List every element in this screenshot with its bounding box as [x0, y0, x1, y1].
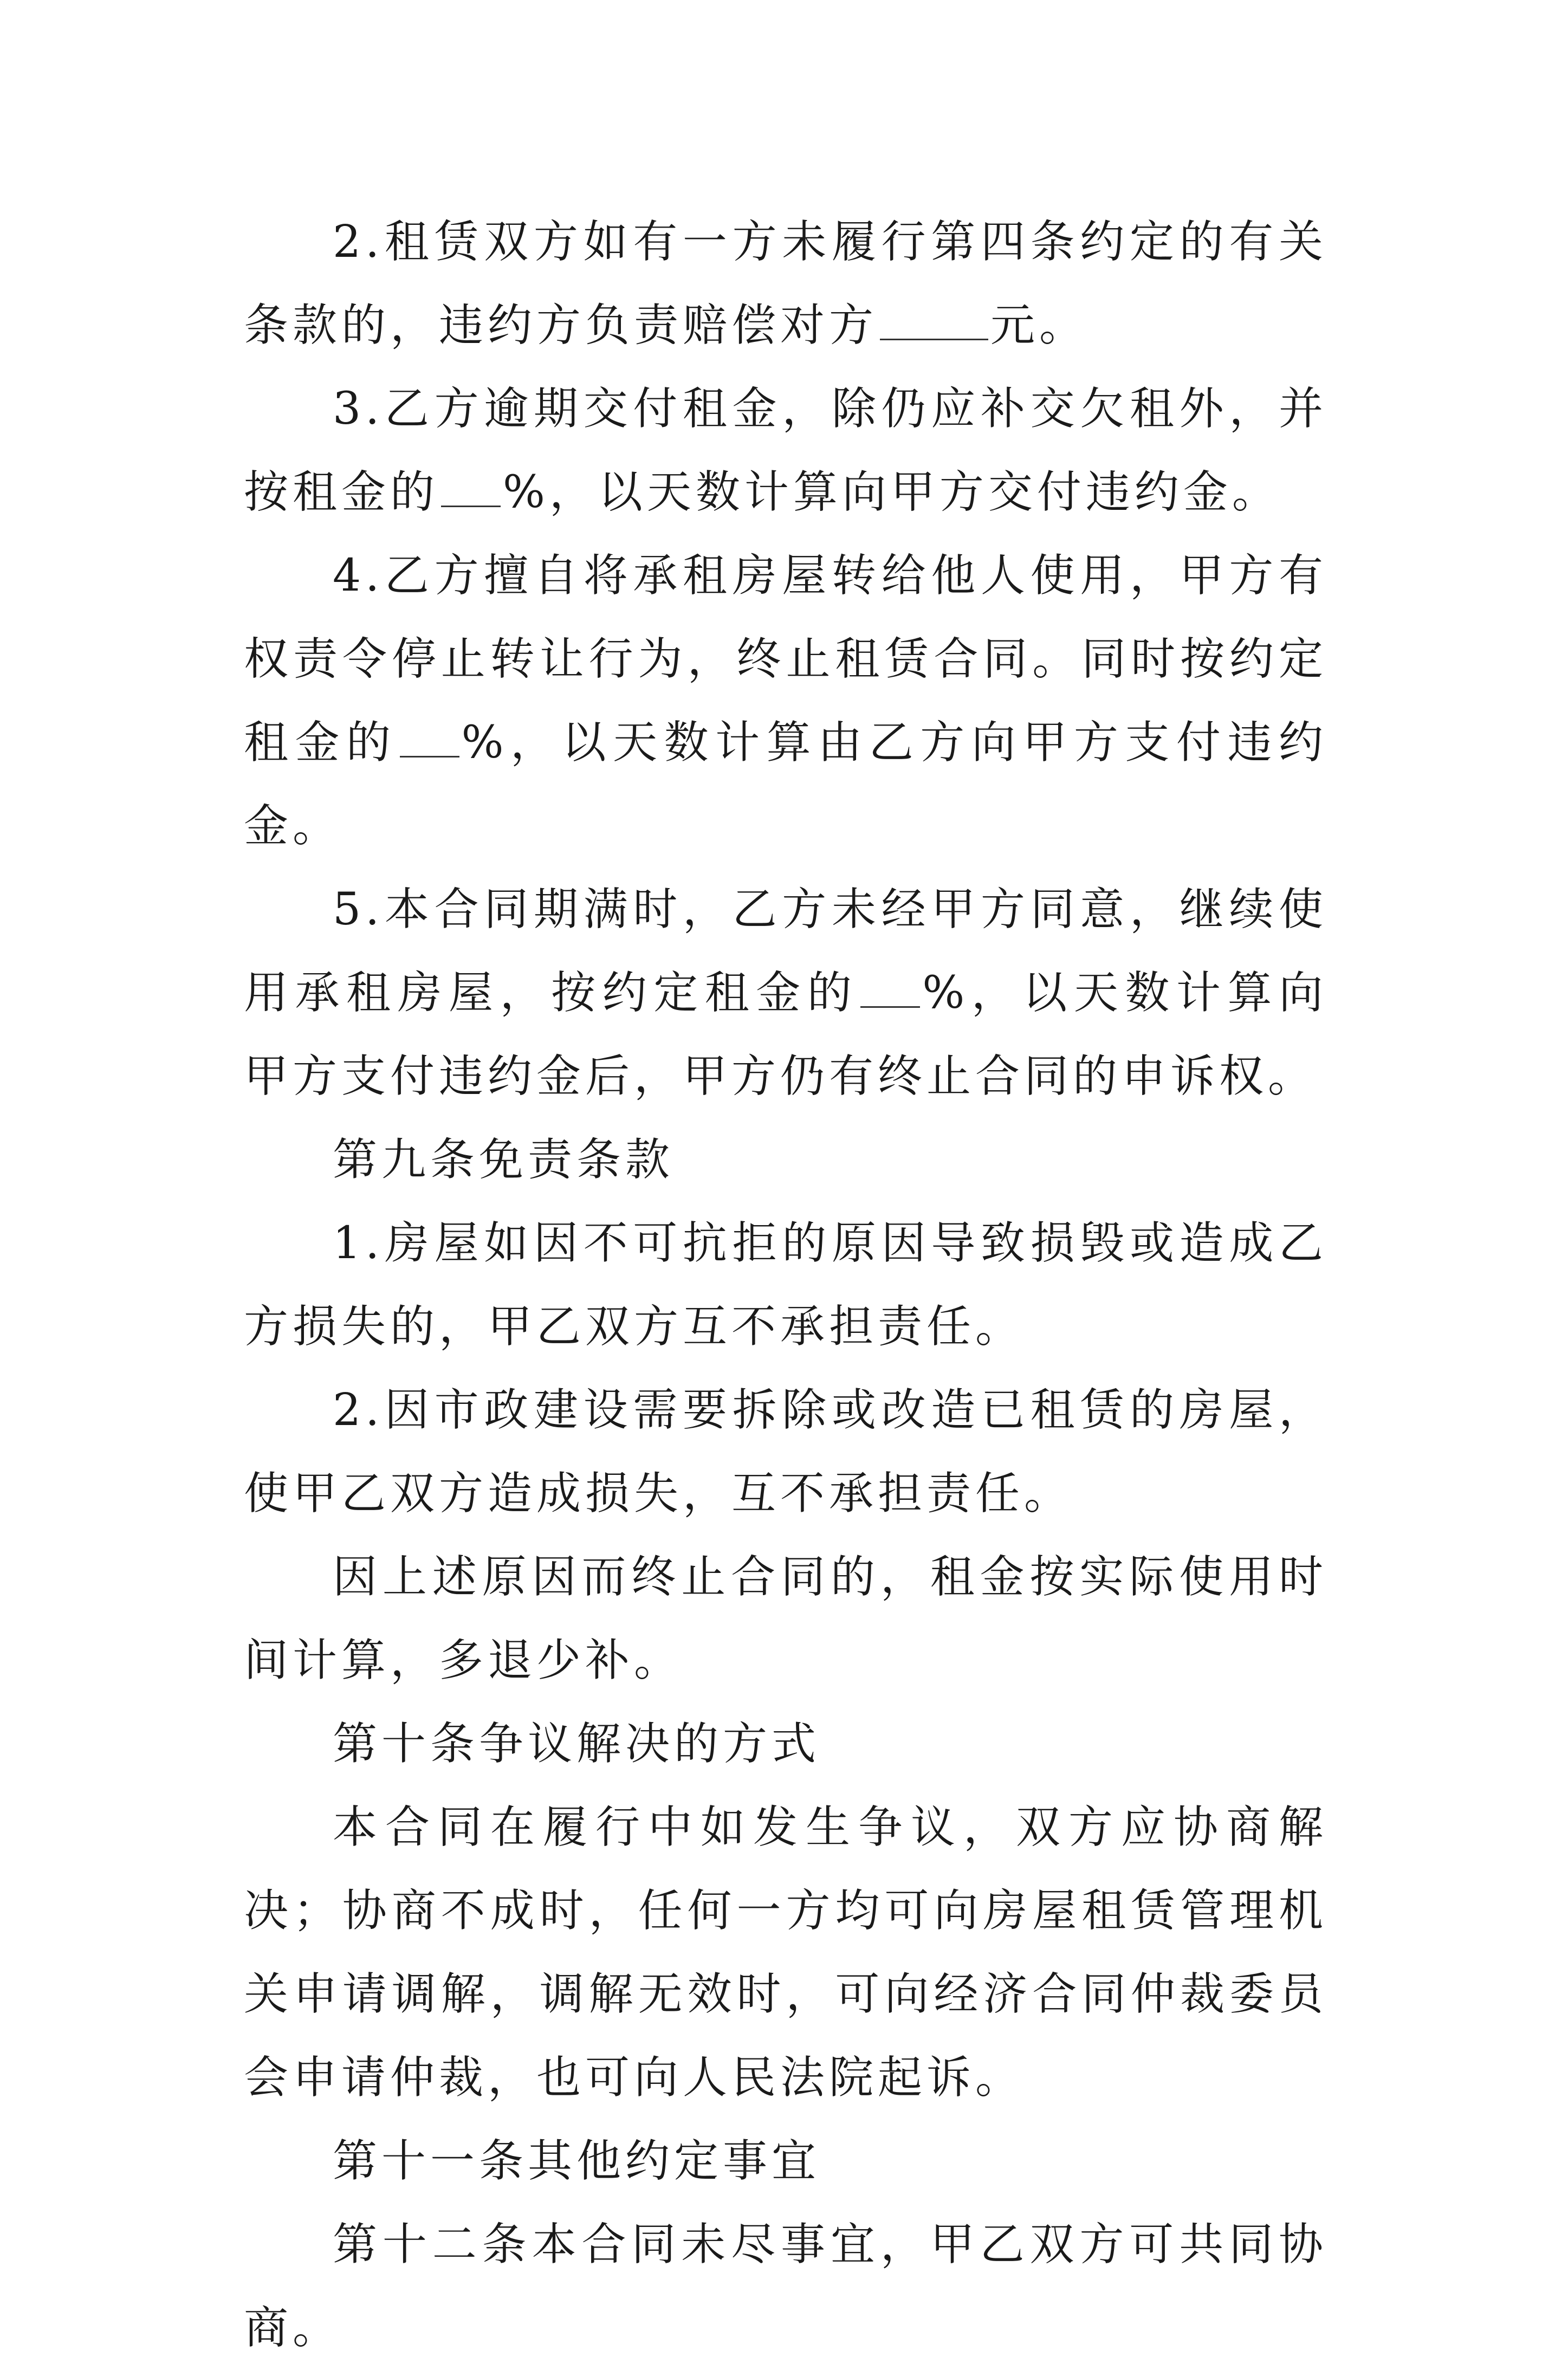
clause-8-item-2-text-b: 元。 — [990, 300, 1088, 351]
document-body — [244, 200, 1327, 2370]
compensation-amount-blank — [880, 300, 988, 340]
clause-12-heading: 第十二条本合同未尽事宜，甲乙双方可共同协商。 — [244, 2219, 1327, 2354]
clause-8-item-3 — [244, 367, 1327, 534]
clause-8-item-5-text-b: %，以天数计算向甲方支付违约金后，甲方仍有终止合同的申诉权。 — [244, 967, 1327, 1102]
clause-10-heading: 第十条争议解决的方式 — [333, 1718, 821, 1770]
clause-8-item-2-text-a: 2.租赁双方如有一方未履行第四条约定的有关条款的，违约方负责赔偿对方 — [244, 216, 1327, 351]
clause-10-body: 本合同在履行中如发生争议，双方应协商解决；协商不成时，任何一方均可向房屋租赁管理机关申请调解，调解无效时，可向经济合同仲裁委员会申请仲裁，也可向人民法院起诉。 — [244, 1802, 1327, 2103]
clause-8-item-4-text-b: %，以天数计算由乙方向甲方支付违约金。 — [244, 717, 1327, 852]
late-rent-percent-blank — [441, 467, 501, 507]
clause-9-item-1: 1.房屋如因不可抗拒的原因导致损毁或造成乙方损失的，甲乙双方互不承担责任。 — [244, 1218, 1327, 1352]
clause-9-note: 因上述原因而终止合同的，租金按实际使用时间计算，多退少补。 — [244, 1551, 1327, 1686]
clause-9-heading: 第九条免责条款 — [333, 1134, 675, 1186]
clause-9-item-2: 2.因市政建设需要拆除或改造已租赁的房屋，使甲乙双方造成损失，互不承担责任。 — [244, 1384, 1327, 1519]
clause-8-item-4-text-a: 4.乙方擅自将承租房屋转给他人使用，甲方有权责令停止转让行为，终止租赁合同。同时按约定租金的 — [244, 550, 1327, 768]
clause-11-heading: 第十一条其他约定事宜 — [333, 2135, 821, 2187]
clause-8-item-5 — [244, 868, 1327, 1118]
clause-8-item-2 — [244, 200, 1327, 367]
clause-8-item-3-text-a: 3.乙方逾期交付租金，除仍应补交欠租外，并按租金的 — [244, 383, 1327, 518]
clause-8-item-3-text-b: %，以天数计算向甲方交付违约金。 — [503, 467, 1281, 518]
sublet-percent-blank — [400, 717, 459, 757]
clause-8-item-4 — [244, 534, 1327, 868]
clause-8-item-5-text-a: 5.本合同期满时，乙方未经甲方同意，继续使用承租房屋，按约定租金的 — [244, 884, 1327, 1019]
overstay-percent-blank — [860, 967, 920, 1008]
